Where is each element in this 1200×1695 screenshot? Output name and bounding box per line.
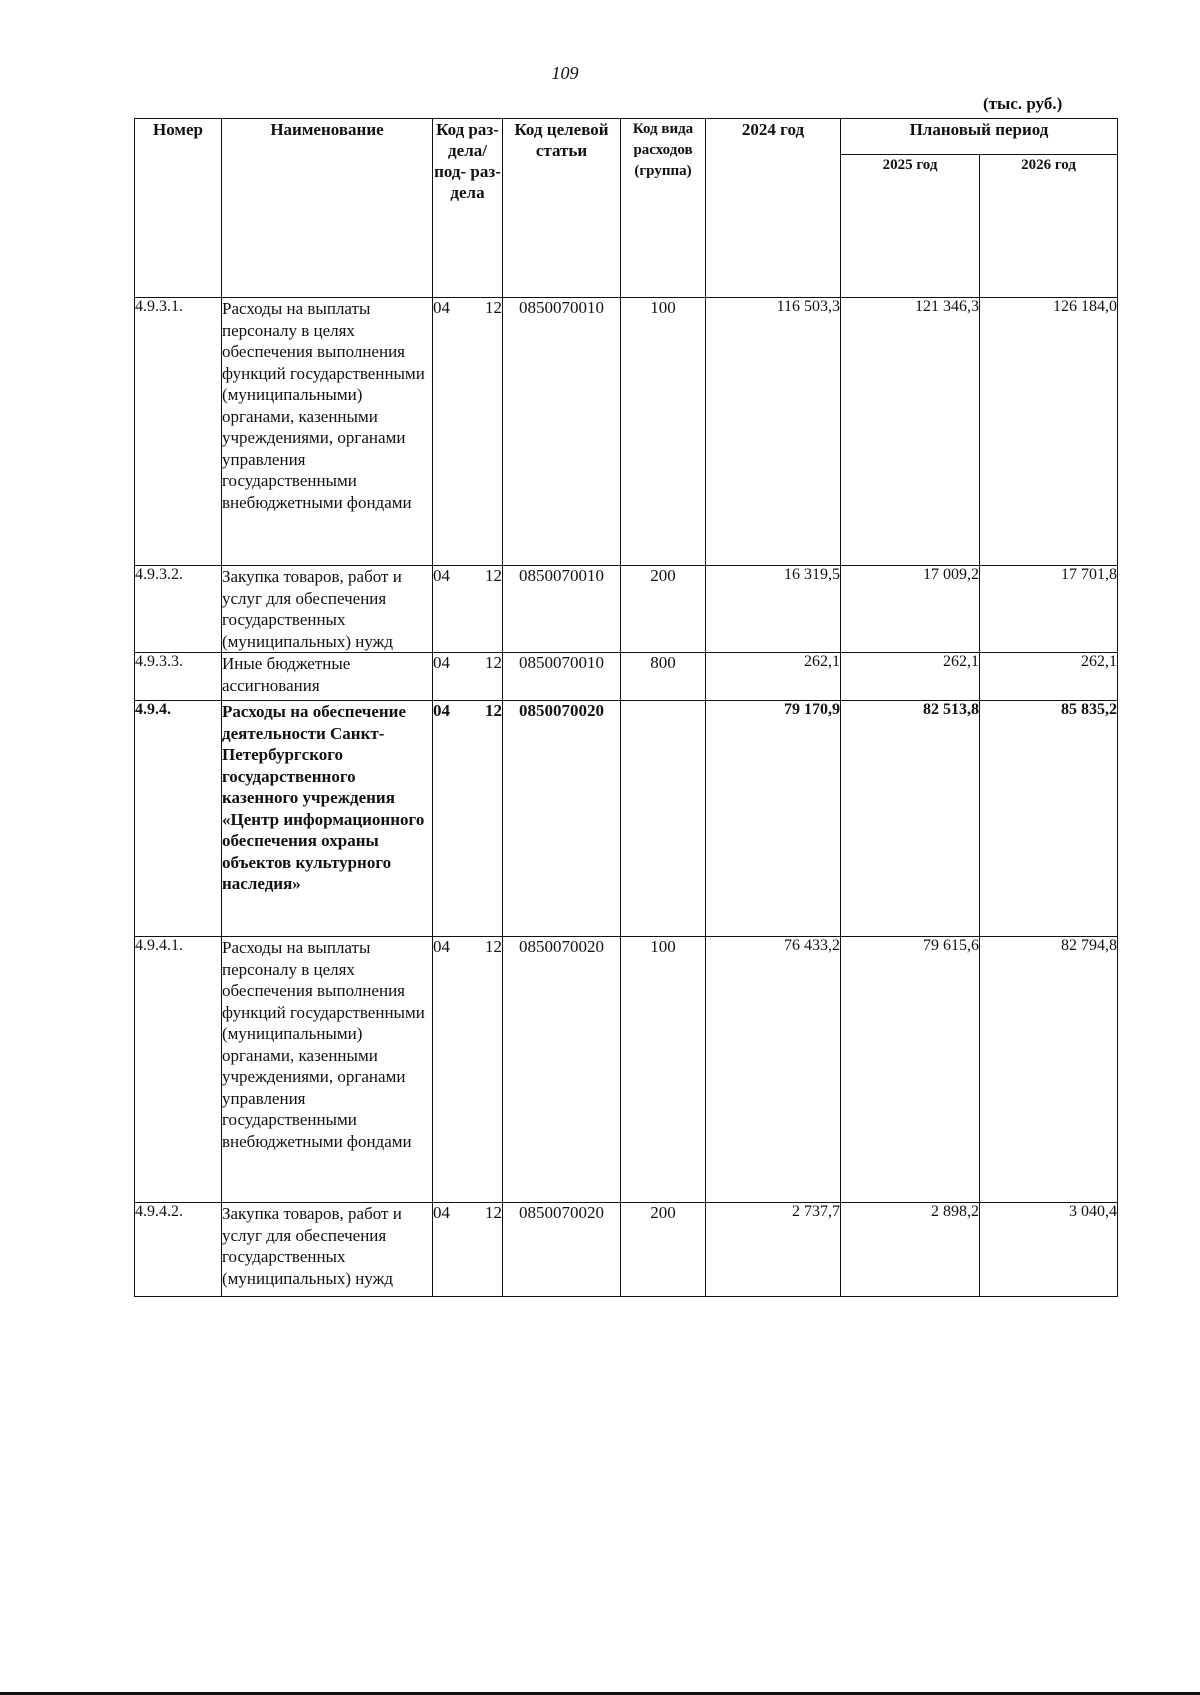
units-label: (тыс. руб.) (983, 94, 1063, 113)
row-section: 04 (433, 701, 450, 720)
header-2025: 2025 год (841, 155, 980, 298)
row-target-code: 0850070020 (503, 701, 621, 937)
row-subsection: 12 (485, 298, 502, 317)
row-amount-2025: 79 615,6 (841, 937, 980, 1203)
row-amount-2024: 16 319,5 (706, 566, 841, 653)
row-amount-2026: 126 184,0 (980, 298, 1118, 566)
row-expense-type: 200 (621, 566, 706, 653)
row-amount-2026: 262,1 (980, 653, 1118, 701)
row-amount-2025: 262,1 (841, 653, 980, 701)
row-amount-2026: 85 835,2 (980, 701, 1118, 937)
row-section-code (433, 701, 503, 937)
row-section-code (433, 566, 503, 653)
row-section: 04 (433, 653, 450, 672)
row-number: 4.9.4.1. (135, 937, 222, 1203)
header-expense-type: Код вида расходов (группа) (621, 119, 706, 298)
row-amount-2024: 76 433,2 (706, 937, 841, 1203)
header-target: Код целевой статьи (503, 119, 621, 298)
table-row (135, 1203, 1118, 1297)
row-name: Расходы на обеспечение деятельности Санкт-Петербургского государственного казенного учреждения «Центр информационного обеспечения охраны объектов культурного наследия» (222, 701, 433, 937)
header-number: Номер (135, 119, 222, 298)
row-section-code (433, 653, 503, 701)
header-2024: 2024 год (706, 119, 841, 298)
row-target-code: 0850070010 (503, 653, 621, 701)
row-number: 4.9.4.2. (135, 1203, 222, 1297)
header-planned-period: Плановый период (841, 119, 1118, 155)
row-amount-2024: 262,1 (706, 653, 841, 701)
row-amount-2025: 121 346,3 (841, 298, 980, 566)
row-expense-type: 200 (621, 1203, 706, 1297)
row-section-code (433, 937, 503, 1203)
row-amount-2024: 2 737,7 (706, 1203, 841, 1297)
row-name: Иные бюджетные ассигнования (222, 653, 433, 701)
row-subsection: 12 (485, 937, 502, 956)
row-section: 04 (433, 1203, 450, 1222)
row-target-code: 0850070010 (503, 566, 621, 653)
table-row (135, 653, 1118, 701)
row-amount-2025: 17 009,2 (841, 566, 980, 653)
row-number: 4.9.4. (135, 701, 222, 937)
budget-table (134, 118, 1118, 1297)
row-number: 4.9.3.2. (135, 566, 222, 653)
header-name: Наименование (222, 119, 433, 298)
row-target-code: 0850070020 (503, 1203, 621, 1297)
row-subsection: 12 (485, 566, 502, 585)
row-subsection: 12 (485, 1203, 502, 1222)
row-amount-2025: 82 513,8 (841, 701, 980, 937)
row-name: Расходы на выплаты персоналу в целях обеспечения выполнения функций государственными (муниципальными) органами, казенными учреждениями, органами управления государственными внебюджетными фондами (222, 298, 433, 566)
row-subsection: 12 (485, 653, 502, 672)
row-amount-2026: 17 701,8 (980, 566, 1118, 653)
row-amount-2024: 116 503,3 (706, 298, 841, 566)
row-name: Закупка товаров, работ и услуг для обеспечения государственных (муниципальных) нужд (222, 566, 433, 653)
row-expense-type: 100 (621, 298, 706, 566)
row-subsection: 12 (485, 701, 502, 720)
row-section-code (433, 1203, 503, 1297)
row-target-code: 0850070010 (503, 298, 621, 566)
table-row (135, 298, 1118, 566)
table-row (135, 566, 1118, 653)
row-amount-2024: 79 170,9 (706, 701, 841, 937)
table-body (135, 298, 1118, 1297)
row-section: 04 (433, 298, 450, 317)
row-amount-2026: 82 794,8 (980, 937, 1118, 1203)
row-section: 04 (433, 937, 450, 956)
row-number: 4.9.3.1. (135, 298, 222, 566)
table-row (135, 937, 1118, 1203)
row-expense-type: 100 (621, 937, 706, 1203)
row-number: 4.9.3.3. (135, 653, 222, 701)
row-name: Расходы на выплаты персоналу в целях обеспечения выполнения функций государственными (муниципальными) органами, казенными учреждениями, органами управления государственными внебюджетными фондами (222, 937, 433, 1203)
row-target-code: 0850070020 (503, 937, 621, 1203)
row-expense-type: 800 (621, 653, 706, 701)
row-section-code (433, 298, 503, 566)
row-amount-2026: 3 040,4 (980, 1203, 1118, 1297)
table-row (135, 701, 1118, 937)
page-number: 109 (551, 63, 579, 83)
row-section: 04 (433, 566, 450, 585)
row-name: Закупка товаров, работ и услуг для обеспечения государственных (муниципальных) нужд (222, 1203, 433, 1297)
header-section: Код раз- дела/ под- раз- дела (433, 119, 503, 298)
header-2026: 2026 год (980, 155, 1118, 298)
row-expense-type (621, 701, 706, 937)
row-amount-2025: 2 898,2 (841, 1203, 980, 1297)
